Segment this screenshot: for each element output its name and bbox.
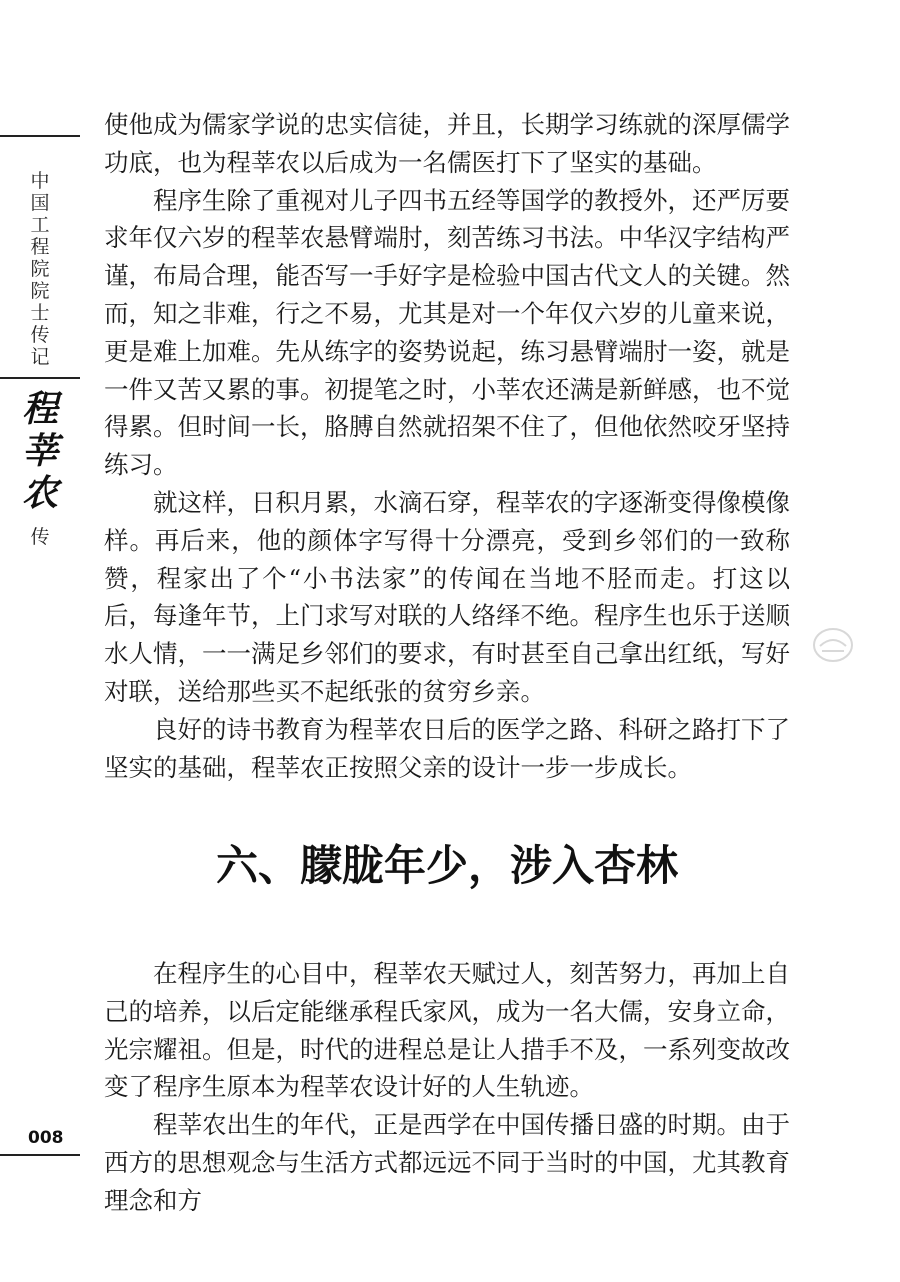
section-heading: 六、朦胧年少，涉入杏林 [215,841,678,890]
publisher-logo-watermark [812,626,854,664]
page-number: 008 [28,1128,64,1148]
series-title: 中国工程院院士传记 [30,170,50,368]
paragraph: 使他成为儒家学说的忠实信徒，并且，长期学习练就的深厚儒学功底，也为程莘农以后成为一名儒医打下了坚实的基础。 [104,110,790,177]
paragraph: 程莘农出生的年代，正是西学在中国传播日盛的时期。由于西方的思想观念与生活方式都远远不同于当时的中国，尤其教育理念和方 [104,1110,790,1215]
paragraph: 程序生除了重视对儿子四书五经等国学的教授外，还严厉要求年仅六岁的程莘农悬臂端肘，刻苦练习书法。中华汉字结构严谨，布局合理，能否写一手好字是检验中国古代文人的关键。然而，知之非难，行之不易，尤其是对一个年仅六岁的儿童来说，更是难上加难。先从练字的姿势说起，练习悬臂端肘一姿，就是一件又苦又累的事。初提笔之时，小莘农还满是新鲜感，也不觉得累。但时间一长，胳膊自然就招架不住了，但他依然咬牙坚持练习。 [104,185,790,480]
body-text-before-heading [104,106,790,786]
paragraph: 在程序生的心目中，程莘农天赋过人，刻苦努力，再加上自己的培养，以后定能继承程氏家风，成为一名大儒，安身立命，光宗耀祖。但是，时代的进程总是让人措手不及，一系列变故改变了程序生原本为程莘农设计好的人生轨迹。 [104,959,790,1102]
middle-rule [0,377,80,379]
book-subtitle: 传 [30,526,50,548]
body-text-after-heading [104,955,790,1220]
top-rule [0,135,80,137]
paragraph: 良好的诗书教育为程莘农日后的医学之路、科研之路打下了坚实的基础，程莘农正按照父亲的设计一步一步成长。 [104,714,790,782]
book-title: 程莘农 [21,388,58,514]
bottom-rule [0,1154,80,1156]
paragraph: 就这样，日积月累，水滴石穿，程莘农的字逐渐变得像模像样。再后来，他的颜体字写得十分漂亮，受到乡邻们的一致称赞，程家出了个“小书法家”的传闻在当地不胫而走。打这以后，每逢年节，上门求写对联的人络绎不绝。程序生也乐于送顺水人情，一一满足乡邻们的要求，有时甚至自己拿出红纸，写好对联，送给那些买不起纸张的贫穷乡亲。 [104,487,790,706]
